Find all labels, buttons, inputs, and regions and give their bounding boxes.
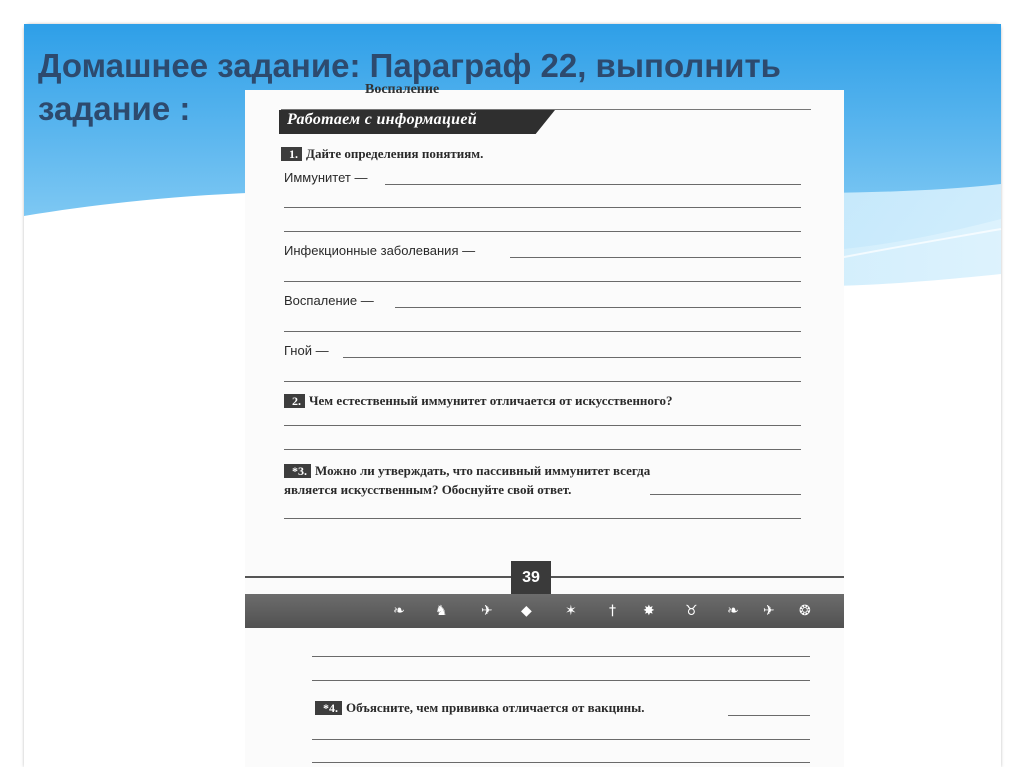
task-1-number: 1. xyxy=(281,147,302,161)
answer-line xyxy=(284,518,801,519)
answer-line xyxy=(284,281,801,282)
answer-line xyxy=(284,449,801,450)
answer-line xyxy=(312,656,810,657)
answer-line xyxy=(284,207,801,208)
answer-line xyxy=(728,715,810,716)
task-3-line1 xyxy=(284,463,650,479)
term-pus: Гной — xyxy=(284,343,329,358)
bird-icon: † xyxy=(609,603,616,619)
slide xyxy=(24,24,1001,767)
task-1 xyxy=(281,146,483,162)
task-3-text-line2: является искусственным? Обоснуйте свой ответ. xyxy=(284,482,572,497)
term-inflammation: Воспаление — xyxy=(284,293,374,308)
bird-icon: ✈ xyxy=(763,603,775,619)
task-4-number: *4. xyxy=(315,701,342,715)
horse-icon: ♞ xyxy=(435,603,448,619)
answer-line xyxy=(284,231,801,232)
decorative-animal-strip xyxy=(245,594,844,628)
task-2-text: Чем естественный иммунитет отличается от искусственного? xyxy=(309,393,673,408)
task-3-number: *3. xyxy=(284,464,311,478)
bull-icon: ♉ xyxy=(685,603,698,619)
bird-icon: ✈ xyxy=(481,603,493,619)
top-rule xyxy=(281,109,811,110)
task-4-text: Объясните, чем прививка отличается от вакцины. xyxy=(346,700,645,715)
task-2 xyxy=(284,393,673,409)
answer-line xyxy=(284,381,801,382)
slide-title-line2: задание : xyxy=(38,90,191,127)
fish-icon: ◆ xyxy=(521,603,532,619)
answer-line xyxy=(312,680,810,681)
beetle-icon: ✶ xyxy=(565,603,577,619)
answer-line xyxy=(312,762,810,763)
task-4 xyxy=(315,700,645,716)
term-infectious-diseases: Инфекционные заболевания — xyxy=(284,243,476,258)
answer-line xyxy=(284,331,801,332)
seahorse-icon: ❧ xyxy=(393,603,405,619)
task-1-text: Дайте определения понятиям. xyxy=(306,146,484,161)
lizard-icon: ❧ xyxy=(727,603,739,619)
insect-icon: ✸ xyxy=(643,603,655,619)
cut-off-heading: Воспаление xyxy=(365,82,440,97)
answer-line xyxy=(650,494,801,495)
workbook-page-39 xyxy=(245,82,844,607)
answer-line xyxy=(343,357,801,358)
task-3-text-line1: Можно ли утверждать, что пассивный иммунитет всегда xyxy=(315,463,651,478)
answer-line xyxy=(312,739,810,740)
answer-line xyxy=(284,425,801,426)
section-banner: Работаем с информацией xyxy=(287,111,477,128)
task-2-number: 2. xyxy=(284,394,305,408)
term-immunitet: Иммунитет — xyxy=(284,170,368,185)
answer-line xyxy=(510,257,801,258)
butterfly-icon: ❂ xyxy=(799,603,811,619)
answer-line xyxy=(395,307,801,308)
page-number: 39 xyxy=(511,561,551,606)
workbook-page-40 xyxy=(245,594,844,767)
answer-line xyxy=(385,184,801,185)
slide-title-line1: Домашнее задание: Параграф 22, выполнить xyxy=(38,47,781,84)
